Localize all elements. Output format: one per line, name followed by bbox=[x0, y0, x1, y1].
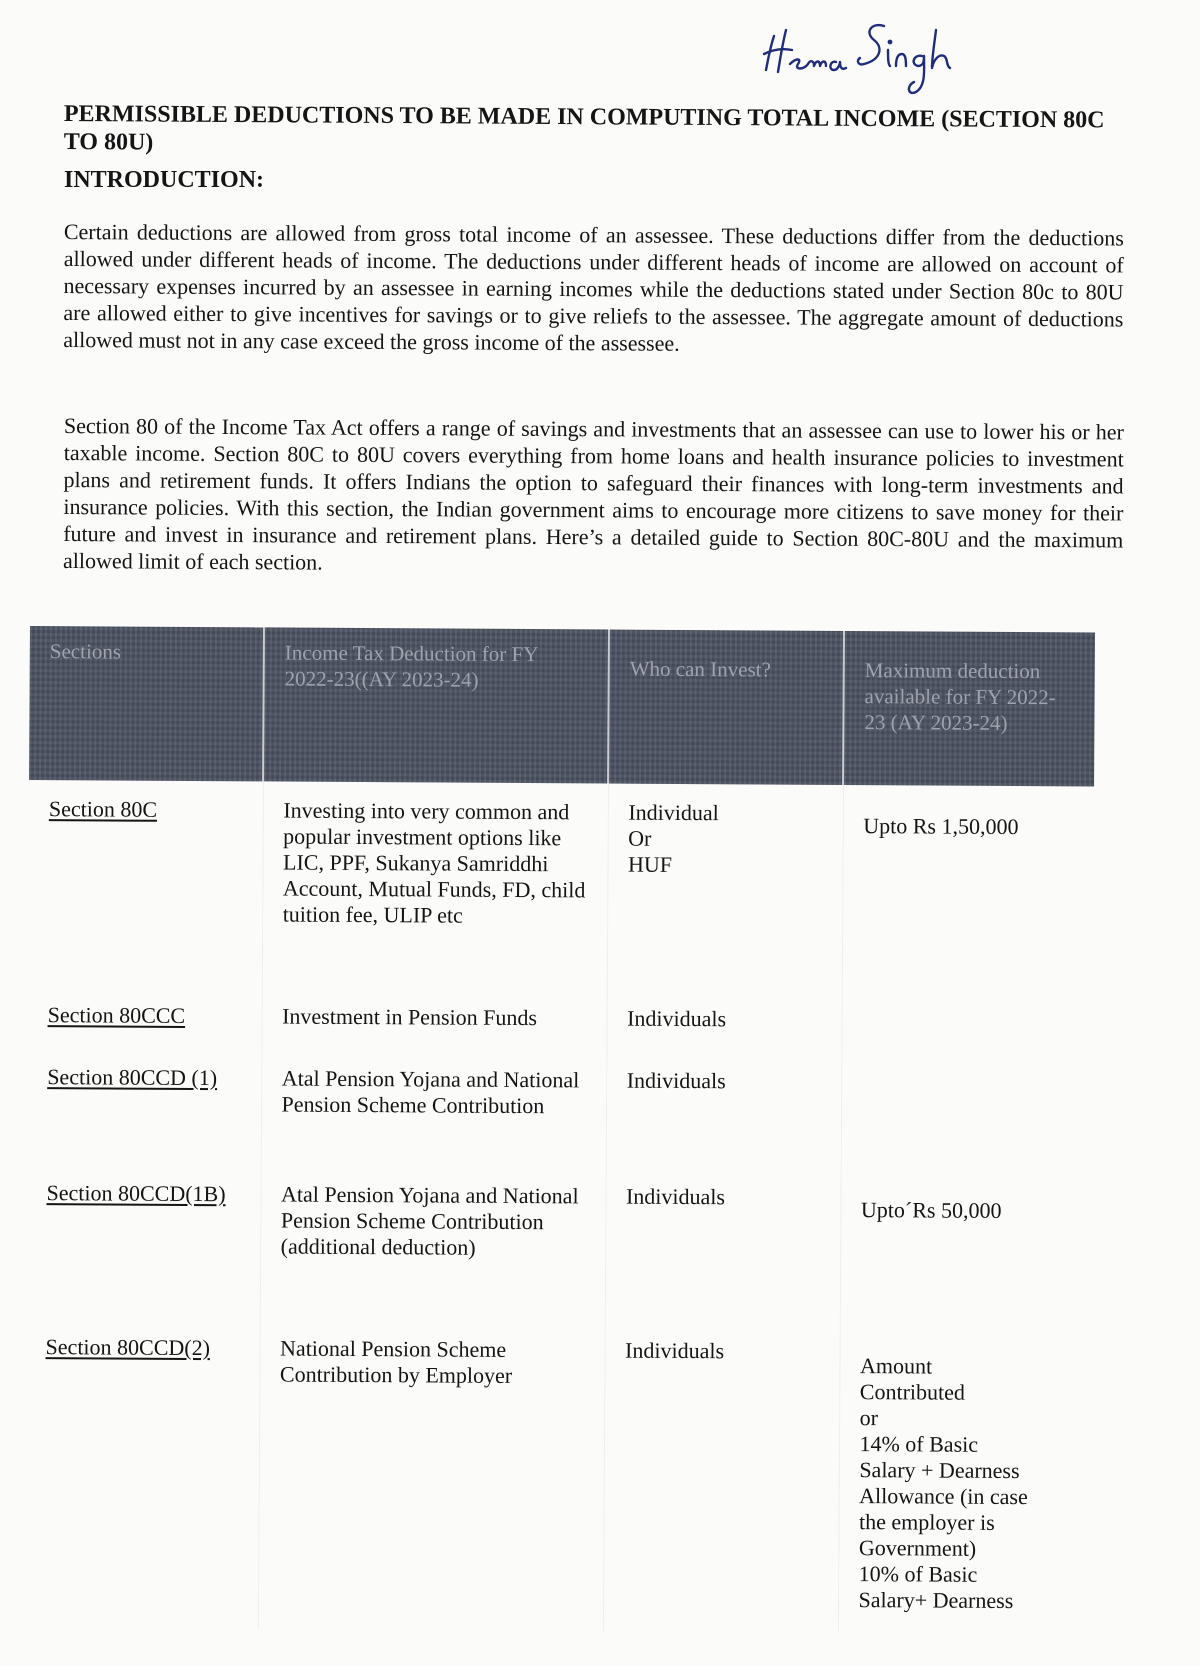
max-line: Contributed bbox=[859, 1379, 966, 1405]
section-label: Section 80CCD(2) bbox=[45, 1334, 211, 1361]
row-deduction: National Pension Scheme Contribution by Employer bbox=[258, 1319, 605, 1631]
row-who bbox=[606, 1052, 842, 1169]
max-line: Amount bbox=[859, 1353, 933, 1379]
table-row bbox=[26, 1164, 1092, 1325]
row-section bbox=[28, 780, 263, 987]
row-deduction: Investing into very common and popular investment options like LIC, PPF, Sukanya Samriddhi Account, Mutual Funds, FD, child tuition fee, ULIP etc bbox=[262, 781, 608, 989]
header-sections: Sections bbox=[29, 626, 264, 781]
row-max-deduction bbox=[841, 1053, 1093, 1171]
row-section bbox=[24, 1318, 260, 1629]
max-line: the employer is bbox=[858, 1509, 995, 1535]
table-row bbox=[28, 780, 1094, 993]
who-line: Individuals bbox=[625, 1337, 725, 1364]
table-row bbox=[24, 1318, 1091, 1634]
table-row bbox=[27, 986, 1092, 1055]
row-deduction: Atal Pension Yojana and National Pension Scheme Contribution (additional deduction) bbox=[260, 1165, 606, 1321]
max-line: Allowance (in case bbox=[859, 1483, 1028, 1510]
row-max-deduction: Upto´Rs 50,000 bbox=[860, 1197, 1002, 1223]
max-line: Salary + Dearness bbox=[859, 1457, 1020, 1484]
max-line: 14% of Basic bbox=[859, 1431, 979, 1457]
max-line: or bbox=[859, 1405, 879, 1431]
document-title: PERMISSIBLE DEDUCTIONS TO BE MADE IN COMPUTING TOTAL INCOME (SECTION 80C TO 80U) bbox=[63, 100, 1105, 156]
row-deduction: Atal Pension Yojana and National Pension Scheme Contribution bbox=[261, 1049, 607, 1167]
handwritten-signature bbox=[760, 8, 980, 98]
row-who bbox=[605, 1168, 841, 1323]
row-section bbox=[26, 1164, 261, 1319]
header-maximum-deduction: Maximum deduction available for FY 2022-23 (AY 2023-24) bbox=[843, 631, 1095, 787]
section-label: Section 80CCC bbox=[47, 1002, 186, 1028]
row-max-deduction bbox=[838, 1323, 1091, 1635]
row-who bbox=[603, 1322, 840, 1633]
section-label: Section 80CCD (1) bbox=[47, 1064, 218, 1091]
who-line: Individuals bbox=[625, 1183, 726, 1210]
max-line: Government) bbox=[858, 1535, 977, 1561]
row-who bbox=[607, 784, 843, 991]
who-line: Or bbox=[628, 825, 652, 851]
max-line: 10% of Basic bbox=[858, 1561, 978, 1587]
introduction-heading: INTRODUCTION: bbox=[64, 167, 265, 193]
section-label: Section 80CCD(1B) bbox=[46, 1180, 226, 1207]
row-section bbox=[27, 986, 261, 1049]
row-who bbox=[606, 990, 841, 1053]
who-line: Individuals bbox=[627, 1005, 727, 1032]
signature-graphic bbox=[760, 8, 980, 98]
table-row bbox=[27, 1048, 1093, 1171]
row-deduction: Investment in Pension Funds bbox=[261, 987, 606, 1051]
max-line: Salary+ Dearness bbox=[858, 1587, 1014, 1614]
deductions-table-container bbox=[24, 626, 1095, 1634]
who-line: Individual bbox=[628, 799, 719, 826]
deductions-table bbox=[24, 626, 1095, 1634]
row-max-deduction bbox=[841, 991, 1092, 1055]
row-max-deduction: Upto Rs 1,50,000 bbox=[863, 813, 1019, 840]
who-line: Individuals bbox=[626, 1067, 726, 1094]
who-line: HUF bbox=[627, 851, 673, 877]
intro-paragraph-1: Certain deductions are allowed from gross total income of an assessee. These deductions differ from the deductions allowed under different heads of income. The deductions under different heads of income are allowed on account of necessary expenses incurred by an assessee in earning incomes while the deductions stated under Section 80c to 80U are allowed either to give incentives for savings or to give reliefs to the assessee. The aggregate amount of deductions allowed must not in any case exceed the gross income of the assessee. bbox=[63, 218, 1124, 356]
table-header-row bbox=[29, 626, 1095, 787]
intro-paragraph-2: Section 80 of the Income Tax Act offers a range of savings and investments that an assessee can use to lower his or her taxable income. Section 80C to 80U covers everything from home loans and health insurance policies to investment plans and retirement funds. It offers Indians the option to safeguard their finances with long-term investments and insurance policies. With this section, the Indian government aims to encourage more citizens to save money for their future and invest in insurance and retirement plans. Here’s a detailed guide to Section 80C-80U and the maximum allowed limit of each section. bbox=[63, 412, 1124, 575]
header-deduction: Income Tax Deduction for FY 2022-23((AY 2023-24) bbox=[263, 627, 609, 783]
section-label: Section 80C bbox=[48, 796, 158, 822]
header-who-can-invest: Who can Invest? bbox=[608, 630, 844, 785]
row-section bbox=[27, 1048, 262, 1165]
